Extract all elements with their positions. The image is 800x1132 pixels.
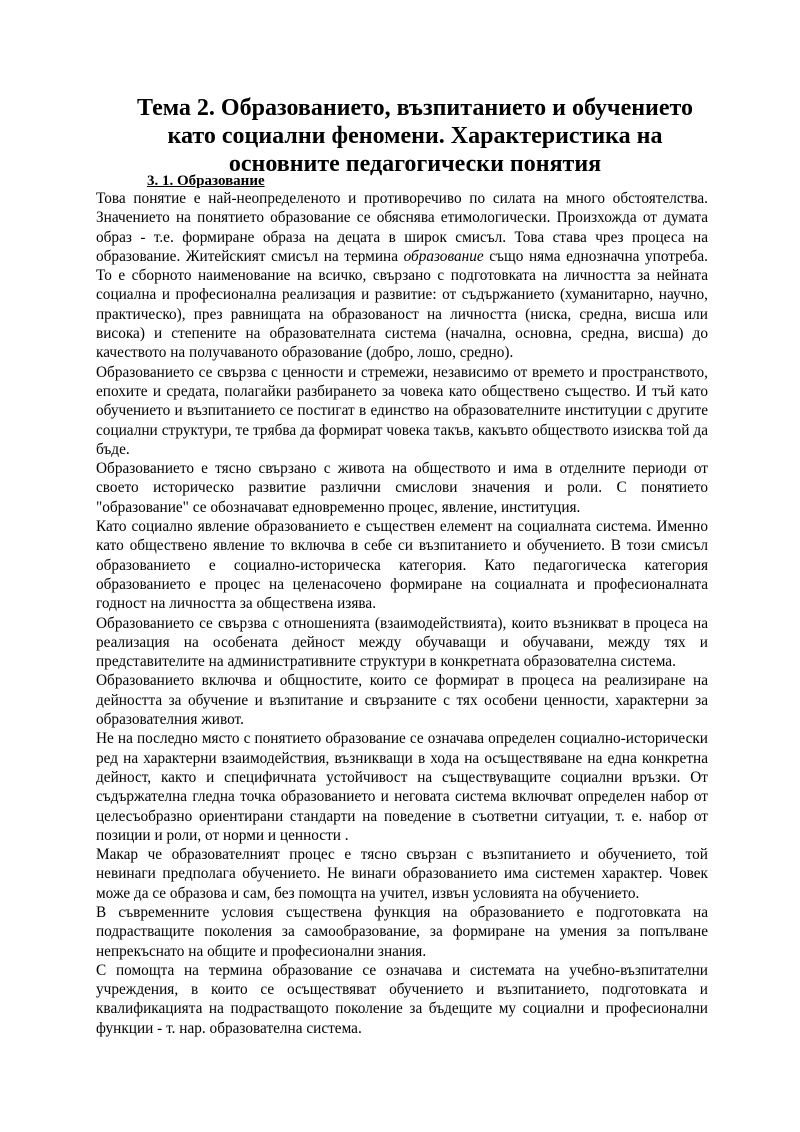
paragraph-6: Образованието включва и общностите, които се формират в процеса на реализиране на дейността за обучение и възпитание и свързаните с тях особени ценности, характерни за образователния живот.	[96, 672, 708, 729]
paragraph-1-emphasis: образование	[403, 247, 484, 265]
paragraph-5: Образованието се свързва с отношенията (взаимодействията), които възникват в процеса на реализация на особената дейност между обучаващи и обучавани, между тях и представителите на административните структури в конкретната образователна система.	[96, 614, 708, 671]
paragraph-1-text-b: също няма еднозначна употреба. То е сборното наименование на всичко, свързано с подготовката на личността за нейната социална и професионална реализация и развитие: от съдържанието (хуманитарно, научно, практическо), през равнищата на образованост на личността (ниска, средна, висша или висока) и степените на образователната система (начална, основна, средна, висша) до качеството на получаваното образование (добро, лошо, средно).	[96, 247, 708, 362]
paragraph-9: В съвременните условия съществена функция на образованието е подготовката на подрастващите поколения за самообразование, за формиране на умения за попълване непрекъснато на общите и професионални знания.	[96, 903, 708, 960]
paragraph-3: Образованието е тясно свързано с живота на обществото и има в отделните периоди от своето историческо развитие различни смислови значения и роли. С понятието "образование" се обозначават едновременно процес, явление, институция.	[96, 460, 708, 516]
paragraph-2: Образованието се свързва с ценности и стремежи, независимо от времето и пространството, епохите и средата, полагайки разбирането за човека като обществено същество. И тъй като обучението и възпитанието се постигат в единство на образователните институции с другите социални структури, те трябва да формират човека такъв, какъвто обществото изисква той да бъде.	[96, 363, 708, 458]
paragraph-8: Макар че образователният процес е тясно свързан с възпитанието и обучението, той невинаги предполага обучението. Не винаги образованието има системен характер. Човек може да се образова и сам, без помощта на учител, извън условията на обучението.	[96, 846, 708, 902]
paragraph-1	[96, 189, 708, 363]
paragraph-7: Не на последно място с понятието образование се означава определен социално-исторически ред на характерни взаимодействия, възникващи в хода на осъществяване на една конкретна дейност, както и специфичната устойчивост на съществуващите социални връзки. От съдържателна гледна точка образованието и неговата система включват определен набор от целесъобразно ориентирани стандарти на поведение в съответни ситуации, т. е. набор от позиции и роли, от норми и ценности .	[96, 730, 708, 844]
section-heading: 3. 1. Образование	[147, 173, 265, 189]
paragraph-10: С помощта на термина образование се означава и системата на учебно-възпитателни учреждения, в които се осъществяват обучението и възпитанието, подготовката и квалификацията на подрастващото поколение за бъдещите му социални и професионални функции - т. нар. образователна система.	[96, 961, 708, 1037]
paragraph-4: Като социално явление образованието е съществен елемент на социалната система. Именно като обществено явление то включва в себе си възпитанието и обучението. В този смисъл образованието е социално-историческа категория. Като педагогическа категория образованието е процес на целенасочено формиране на социалната и професионалната годност на личността за обществена изява.	[96, 518, 708, 613]
paragraph-1-text-a: Това понятие е най-неопределеното и противоречиво по силата на много обстоятелства. Значението на понятието образование се обяснява етимологически. Произхожда от думата образ - т.е. формиране образа на децата в широк смисъл. Това става чрез процеса на образование. Житейският смисъл на термина	[96, 190, 708, 265]
document-body	[96, 189, 708, 1038]
page-title: Тема 2. Образованието, възпитанието и обучението като социални феномени. Характеристика на основните педагогически понятия	[137, 95, 693, 177]
